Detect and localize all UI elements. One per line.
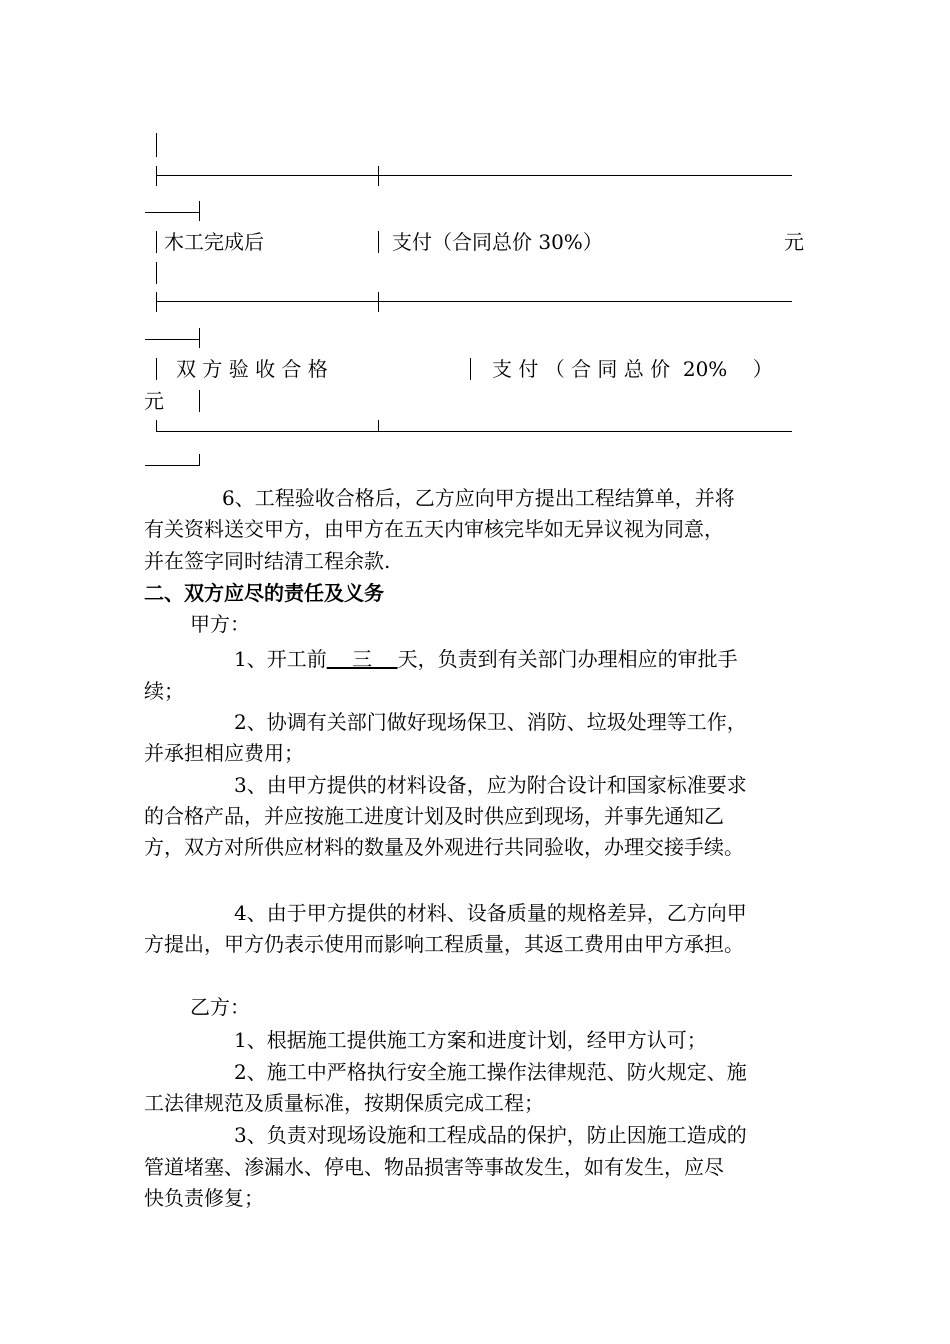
paragraph-line: 有关资料送交甲方，由甲方在五天内审核完毕如无异议视为同意， — [144, 517, 724, 541]
party-a-item-1 — [234, 646, 738, 672]
party-b-label: 乙方： — [190, 995, 250, 1019]
table-border — [156, 262, 157, 284]
table-border — [156, 431, 792, 432]
party-a-item-2: 2、协调有关部门做好现场保卫、消防、垃圾处理等工作， — [234, 710, 747, 734]
table-cell-payment: 支 付 （ 合 同 总 价 20% ） — [492, 357, 773, 381]
party-a-item-3: 3、由甲方提供的材料设备，应为附合设计和国家标准要求 — [234, 773, 747, 797]
table-cell-unit: 元 — [144, 389, 164, 413]
table-border — [156, 358, 157, 380]
table-border — [199, 390, 200, 412]
table-border — [199, 328, 200, 348]
paragraph-line: 并承担相应费用； — [144, 741, 304, 765]
party-a-item-4: 4、由于甲方提供的材料、设备质量的规格差异，乙方向甲 — [234, 901, 747, 925]
paragraph-line: 方，双方对所供应材料的数量及外观进行共同验收，办理交接手续。 — [144, 835, 744, 859]
item-text: 天，负责到有关部门办理相应的审批手 — [397, 647, 738, 671]
paragraph-line: 工法律规范及质量标准，按期保质完成工程； — [144, 1091, 544, 1115]
paragraph-line: 6、工程验收合格后，乙方应向甲方提出工程结算单，并将 — [222, 486, 735, 510]
paragraph-line: 的合格产品，并应按施工进度计划及时供应到现场，并事先通知乙 — [144, 804, 724, 828]
table-border — [156, 175, 792, 176]
table-cell-unit: 元 — [784, 230, 804, 254]
table-border — [145, 212, 200, 213]
party-b-item-3: 3、负责对现场设施和工程成品的保护，防止因施工造成的 — [234, 1123, 747, 1147]
table-cell-stage: 双 方 验 收 合 格 — [176, 357, 328, 381]
table-border — [156, 301, 792, 302]
table-border — [156, 133, 157, 157]
table-border — [199, 454, 200, 466]
table-border — [156, 292, 157, 312]
party-a-label: 甲方： — [190, 612, 250, 636]
table-border — [145, 339, 200, 340]
paragraph-line: 并在签字同时结清工程余款. — [144, 549, 391, 573]
table-border — [378, 420, 379, 432]
paragraph-line: 管道堵塞、渗漏水、停电、物品损害等事故发生，如有发生，应尽 — [144, 1155, 724, 1179]
table-border — [199, 201, 200, 221]
table-border — [378, 292, 379, 312]
table-border — [378, 231, 379, 253]
table-border — [470, 358, 471, 380]
section-heading: 二、双方应尽的责任及义务 — [144, 581, 384, 605]
item-text: 1、开工前 — [234, 647, 327, 671]
paragraph-line: 快负责修复； — [144, 1186, 264, 1210]
table-border — [156, 166, 157, 186]
paragraph-line: 方提出，甲方仍表示使用而影响工程质量，其返工费用由甲方承担。 — [144, 932, 744, 956]
table-border — [156, 231, 157, 253]
party-b-item-2: 2、施工中严格执行安全施工操作法律规范、防火规定、施 — [234, 1060, 747, 1084]
paragraph-line: 续； — [144, 679, 184, 703]
table-cell-stage: 木工完成后 — [164, 230, 264, 254]
table-border — [378, 166, 379, 186]
table-border — [145, 465, 200, 466]
days-blank: 三 — [326, 647, 398, 671]
table-cell-payment: 支付（合同总价 30%） — [392, 230, 603, 254]
party-b-item-1: 1、根据施工提供施工方案和进度计划，经甲方认可； — [234, 1028, 707, 1052]
